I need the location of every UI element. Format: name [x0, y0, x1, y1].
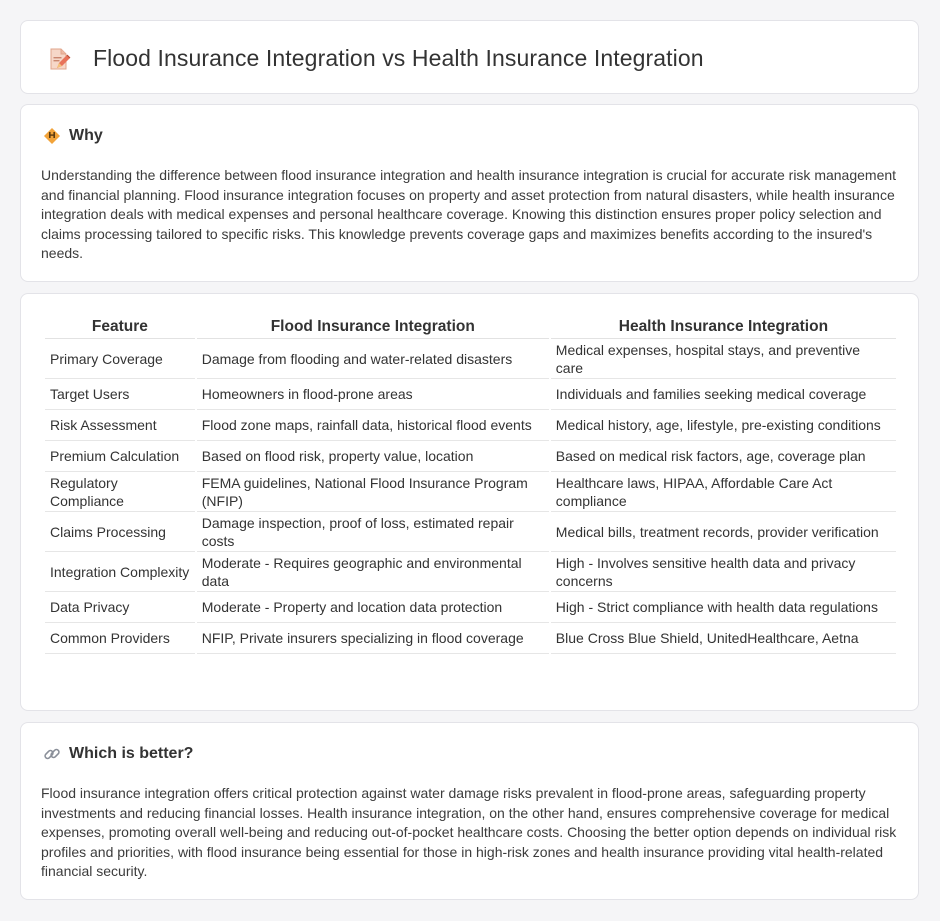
table-row — [45, 379, 896, 410]
table-row — [45, 339, 896, 379]
cell-feature: Premium Calculation — [45, 441, 195, 472]
table-row — [45, 623, 896, 654]
better-text: Flood insurance integration offers critical protection against water damage risks prevalent in flood-prone areas, safeguarding property investments and reducing financial losses. Health insurance integration, on the other hand, ensures comprehensive coverage for medical expenses, promoting overall well-being and reducing out-of-pocket healthcare costs. Choosing the better option depends on individual risk profiles and priorities, with flood insurance being essential for those in high-risk zones and health insurance providing vital health-related financial security. — [41, 785, 897, 880]
cell-flood: Moderate - Property and location data protection — [197, 592, 549, 623]
cell-flood: Flood zone maps, rainfall data, historical flood events — [197, 410, 549, 441]
cell-health: High - Strict compliance with health data regulations — [551, 592, 896, 623]
title-card — [20, 20, 919, 94]
cell-flood: Moderate - Requires geographic and environmental data — [197, 552, 549, 592]
link-icon — [43, 745, 61, 763]
cell-health: High - Involves sensitive health data and privacy concerns — [551, 552, 896, 592]
title-row — [47, 45, 704, 72]
why-title: Why — [69, 127, 103, 144]
cell-feature: Regulatory Compliance — [45, 472, 195, 512]
cell-feature: Common Providers — [45, 623, 195, 654]
comparison-table-card — [20, 293, 919, 711]
warning-diamond-icon — [43, 127, 61, 145]
header-health: Health Insurance Integration — [551, 316, 896, 339]
page-title: Flood Insurance Integration vs Health Insurance Integration — [93, 45, 704, 71]
document-edit-icon — [47, 47, 71, 71]
cell-health: Healthcare laws, HIPAA, Affordable Care Act compliance — [551, 472, 896, 512]
table-row — [45, 592, 896, 623]
cell-flood: FEMA guidelines, National Flood Insurance Program (NFIP) — [197, 472, 549, 512]
cell-feature: Primary Coverage — [45, 339, 195, 379]
comparison-table — [43, 316, 898, 654]
cell-flood: Damage inspection, proof of loss, estimated repair costs — [197, 512, 549, 552]
cell-feature: Risk Assessment — [45, 410, 195, 441]
cell-flood: NFIP, Private insurers specializing in flood coverage — [197, 623, 549, 654]
why-section — [20, 104, 919, 282]
cell-health: Blue Cross Blue Shield, UnitedHealthcare, Aetna — [551, 623, 896, 654]
better-heading — [43, 745, 193, 763]
better-title: Which is better? — [69, 745, 194, 762]
which-is-better-section — [20, 722, 919, 900]
why-text: Understanding the difference between flood insurance integration and health insurance integration is crucial for accurate risk management and financial planning. Flood insurance integration focuses on property and asset protection from natural disasters, while health insurance integration deals with medical expenses and personal healthcare coverage. Knowing this distinction ensures proper policy selection and claims processing tailored to specific risks. This knowledge prevents coverage gaps and maximizes benefits according to the insured's needs. — [41, 167, 897, 262]
table-row — [45, 552, 896, 592]
cell-health: Individuals and families seeking medical coverage — [551, 379, 896, 410]
cell-health: Medical expenses, hospital stays, and preventive care — [551, 339, 896, 379]
header-flood: Flood Insurance Integration — [197, 316, 549, 339]
cell-health: Based on medical risk factors, age, coverage plan — [551, 441, 896, 472]
cell-health: Medical bills, treatment records, provider verification — [551, 512, 896, 552]
cell-flood: Based on flood risk, property value, location — [197, 441, 549, 472]
cell-feature: Data Privacy — [45, 592, 195, 623]
table-row — [45, 410, 896, 441]
cell-flood: Homeowners in flood-prone areas — [197, 379, 549, 410]
table-row — [45, 512, 896, 552]
cell-health: Medical history, age, lifestyle, pre-existing conditions — [551, 410, 896, 441]
table-row — [45, 441, 896, 472]
cell-feature: Claims Processing — [45, 512, 195, 552]
cell-feature: Target Users — [45, 379, 195, 410]
table-header-row — [45, 316, 896, 339]
cell-flood: Damage from flooding and water-related disasters — [197, 339, 549, 379]
cell-feature: Integration Complexity — [45, 552, 195, 592]
header-feature: Feature — [45, 316, 195, 339]
why-heading — [43, 127, 103, 145]
table-row — [45, 472, 896, 512]
